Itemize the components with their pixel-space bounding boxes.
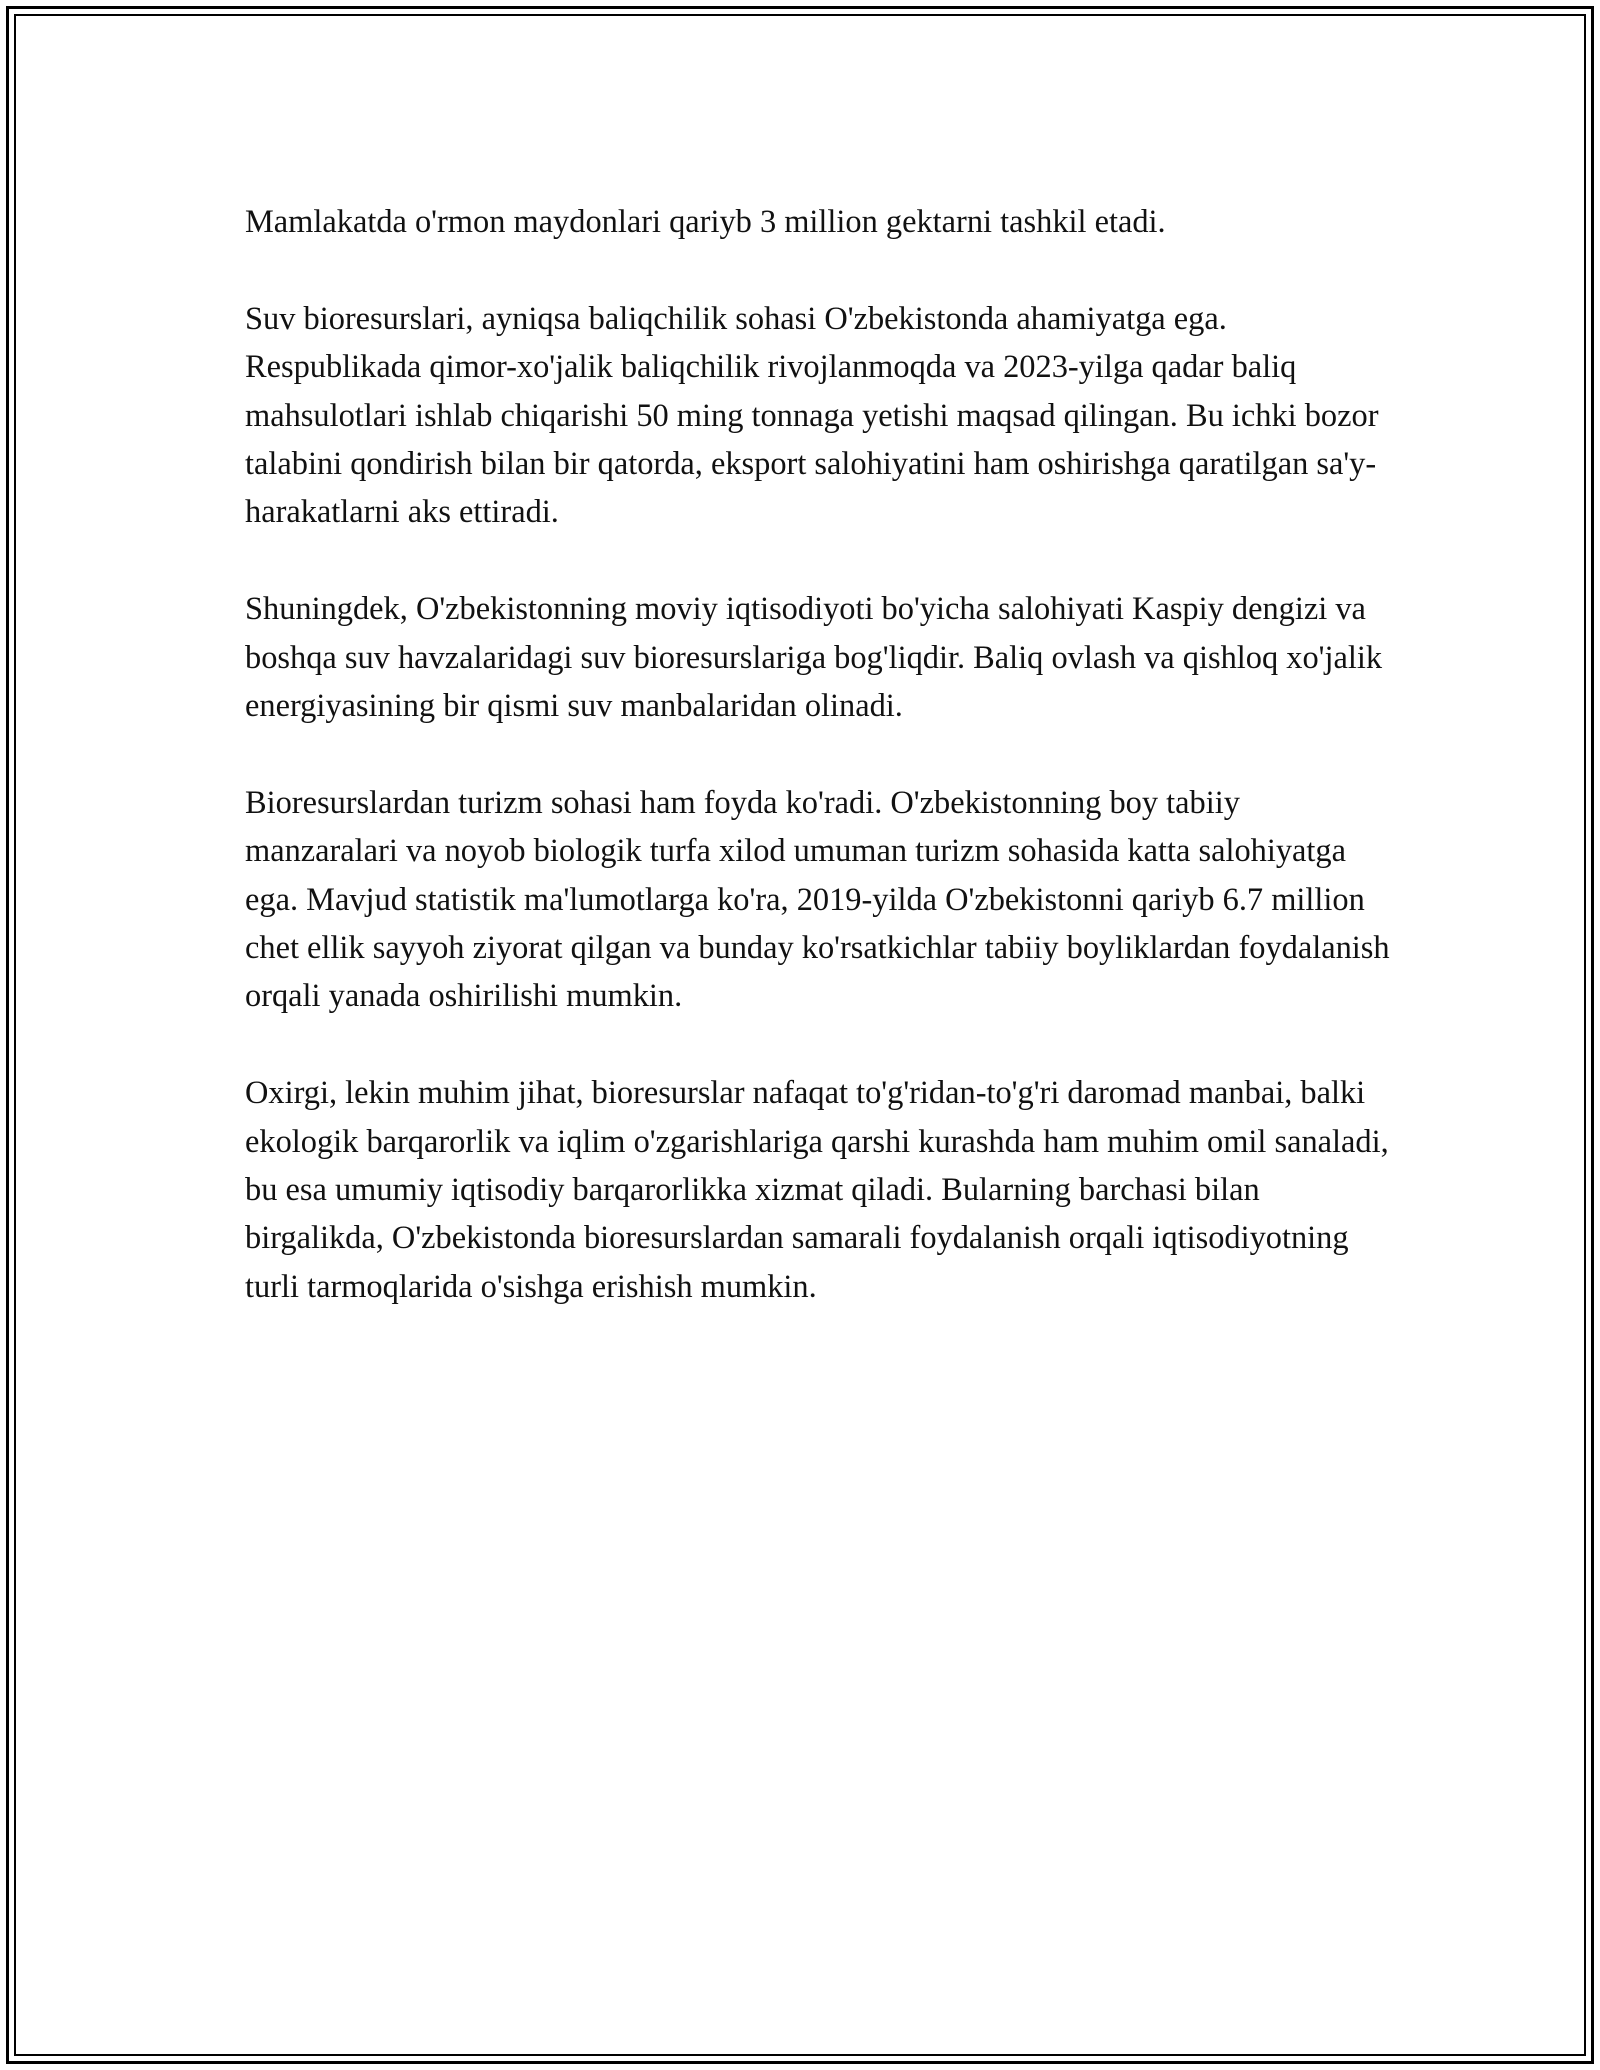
page-frame xyxy=(6,6,1594,2064)
paragraph-blue-economy: Shuningdek, O'zbekistonning moviy iqtisodiyoti bo'yicha salohiyati Kaspiy dengizi va boshqa suv havzalaridagi suv bioresurslariga bog'liqdir. Baliq ovlash va qishloq xo'jalik energiyasining bir qismi suv manbalaridan olinadi. xyxy=(245,591,1383,725)
paragraph-forest-area: Mamlakatda o'rmon maydonlari qariyb 3 million gektarni tashkil etadi. xyxy=(245,204,1166,240)
paragraph-tourism: Bioresurslardan turizm sohasi ham foyda ko'radi. O'zbekistonning boy tabiiy manzaralari va noyob biologik turfa xilod umuman turizm sohasida katta salohiyatga ega. Mavjud statistik ma'lumotlarga ko'ra, 2019-yilda O'zbekistonni qariyb 6.7 million chet ellik sayyoh ziyorat qilgan va bunday ko'rsatkichlar tabiiy boyliklardan foydalanish orqali yanada oshirilishi mumkin. xyxy=(245,784,1390,1015)
paragraph-aquatic-bioresources: Suv bioresurslari, ayniqsa baliqchilik sohasi O'zbekistonda ahamiyatga ega. Respublikada qimor-xo'jalik baliqchilik rivojlanmoqda va 2023-yilga qadar baliq mahsulotlari ishlab chiqarishi 50 ming tonnaga yetishi maqsad qilingan. Bu ichki bozor talabini qondirish bilan bir qatorda, eksport salohiyatini ham oshirishga qaratilgan sa'y-harakatlarni aks ettiradi. xyxy=(245,300,1379,531)
document-body xyxy=(245,198,1395,1360)
paragraph-conclusion: Oxirgi, lekin muhim jihat, bioresurslar nafaqat to'g'ridan-to'g'ri daromad manbai, balki ekologik barqarorlik va iqlim o'zgarishlariga qarshi kurashda ham muhim omil sanaladi, bu esa umumiy iqtisodiy barqarorlikka xizmat qiladi. Bularning barchasi bilan birgalikda, O'zbekistonda bioresurslardan samarali foydalanish orqali iqtisodiyotning turli tarmoqlarida o'sishga erishish mumkin. xyxy=(245,1075,1389,1305)
